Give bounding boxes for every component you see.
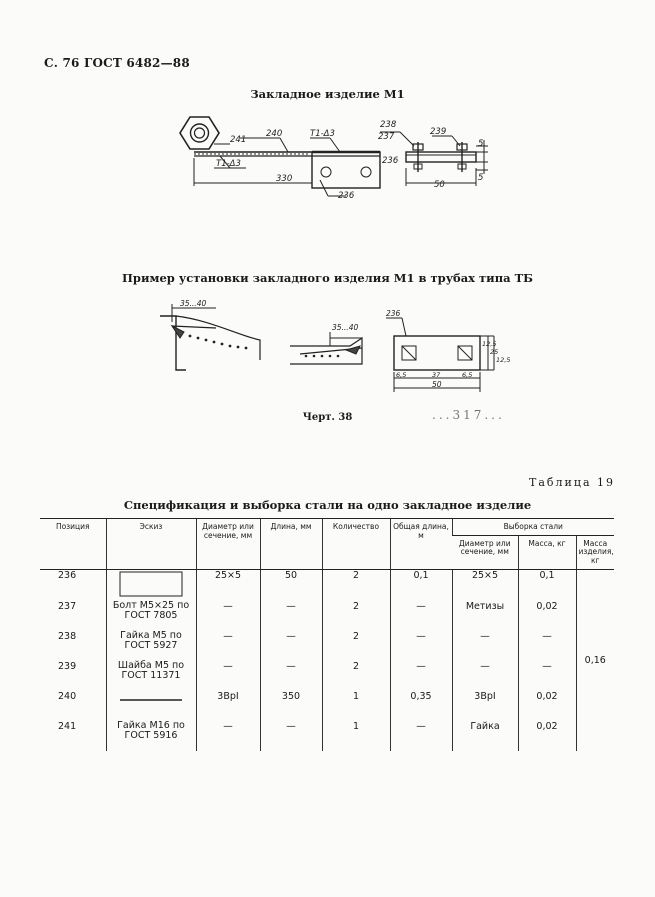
cell-sel-mass: 0,1 — [518, 569, 576, 601]
table-row — [40, 569, 614, 601]
drawing-embedded-part-m1 — [170, 108, 500, 208]
plate-sketch — [118, 570, 184, 598]
handwritten-scribble: ...317... — [432, 408, 505, 422]
cell-sel-diameter: 3ВрI — [452, 691, 518, 721]
cell-sel-mass: 0,02 — [518, 601, 576, 631]
cell-quantity: 1 — [322, 721, 390, 751]
cell-quantity: 2 — [322, 631, 390, 661]
label-240: 240 — [266, 129, 283, 139]
cell-position: 238 — [58, 630, 77, 642]
label-238: 238 — [380, 120, 397, 130]
cell-length: — — [260, 601, 322, 631]
label-12-5-side: 12,5 — [496, 356, 510, 364]
header-quantity: Количество — [322, 519, 390, 570]
label-5-bottom: 5 — [478, 173, 484, 183]
label-t1-bottom: Т1-Δ3 — [216, 159, 241, 169]
label-236: 236 — [338, 191, 355, 201]
header-sel-mass: Масса, кг — [518, 535, 576, 569]
label-35-40-mid: 35...40 — [332, 323, 359, 332]
cell-sel-diameter: — — [452, 661, 518, 691]
cell-sel-mass: — — [518, 661, 576, 691]
table-row — [40, 691, 614, 721]
table-number: Таблица 19 — [529, 476, 615, 489]
label-237: 237 — [378, 132, 395, 142]
cell-total-length: 0,1 — [390, 569, 452, 601]
cell-total-length: — — [390, 631, 452, 661]
label-t1-top: Т1-Δ3 — [310, 129, 335, 139]
cell-diameter: — — [196, 661, 260, 691]
label-6-5-left: 6,5 — [396, 371, 407, 379]
cell-total-length: — — [390, 661, 452, 691]
table-row — [40, 631, 614, 661]
table-row — [40, 601, 614, 631]
page-header: С. 76 ГОСТ 6482—88 — [44, 56, 190, 70]
cell-sel-diameter: — — [452, 631, 518, 661]
cell-diameter: 3ВрI — [196, 691, 260, 721]
cell-length: — — [260, 721, 322, 751]
header-total-length: Общая длина, м — [390, 519, 452, 570]
label-241: 241 — [230, 135, 247, 145]
cell-sketch: Шайба М5 по ГОСТ 11371 — [106, 661, 196, 691]
header-sketch: Эскиз — [106, 519, 196, 570]
header-length: Длина, мм — [260, 519, 322, 570]
cell-sel-mass: 0,02 — [518, 721, 576, 751]
cell-position: 237 — [58, 600, 77, 612]
cell-diameter: — — [196, 631, 260, 661]
label-5-top: 5 — [478, 139, 484, 149]
header-diameter: Диаметр или сечение, мм — [196, 519, 260, 570]
cell-diameter: — — [196, 601, 260, 631]
specification-table — [40, 518, 614, 751]
cell-position: 236 — [58, 569, 77, 581]
table-title: Спецификация и выборка стали на одно закладное изделие — [123, 498, 532, 512]
label-35-40-left: 35...40 — [180, 299, 207, 308]
label-330: 330 — [276, 174, 293, 184]
label-6-5-right: 6,5 — [462, 371, 473, 379]
cell-item-mass: 0,16 — [576, 569, 614, 751]
label-37: 37 — [432, 371, 441, 379]
label-12-5-top: 12,5 — [482, 340, 497, 348]
cell-sel-diameter: Метизы — [452, 601, 518, 631]
cell-sel-mass: — — [518, 631, 576, 661]
cell-position: 240 — [58, 690, 77, 702]
header-sel-diameter: Диаметр или сечение, мм — [452, 535, 518, 569]
label-236-detail: 236 — [386, 309, 401, 318]
label-239: 239 — [430, 127, 447, 137]
cell-quantity: 2 — [322, 569, 390, 601]
cell-length: 350 — [260, 691, 322, 721]
cell-sketch — [106, 569, 196, 601]
header-steel-group: Выборка стали — [452, 519, 614, 536]
hex-nut-shape — [180, 117, 219, 149]
drawing1-title: Закладное изделие М1 — [250, 87, 405, 101]
cell-length: — — [260, 661, 322, 691]
cell-length: 50 — [260, 569, 322, 601]
label-25: 25 — [490, 348, 499, 356]
table-row — [40, 661, 614, 691]
cell-sketch — [106, 691, 196, 721]
cell-sketch: Гайка М16 по ГОСТ 5916 — [106, 721, 196, 751]
cell-diameter: — — [196, 721, 260, 751]
figure-caption: Черт. 38 — [302, 412, 353, 423]
label-50-detail: 50 — [432, 380, 442, 389]
cell-position: 241 — [58, 720, 77, 732]
label-50: 50 — [434, 180, 445, 190]
drawing2-title: Пример установки закладного изделия М1 в трубах типа ТБ — [122, 271, 533, 285]
cell-sketch: Гайка М5 по ГОСТ 5927 — [106, 631, 196, 661]
cell-quantity: 2 — [322, 661, 390, 691]
cell-total-length: — — [390, 601, 452, 631]
cell-sel-diameter: 25×5 — [452, 569, 518, 601]
cell-sel-diameter: Гайка — [452, 721, 518, 751]
label-236-side: 236 — [382, 156, 399, 166]
wire-sketch — [118, 691, 184, 709]
cell-diameter: 25×5 — [196, 569, 260, 601]
table-row — [40, 721, 614, 751]
drawing-installation-example — [150, 296, 510, 396]
cell-position: 239 — [58, 660, 77, 672]
header-item-mass: Масса изделия, кг — [576, 535, 614, 569]
cell-length: — — [260, 631, 322, 661]
cell-sel-mass: 0,02 — [518, 691, 576, 721]
cell-sketch: Болт М5×25 по ГОСТ 7805 — [106, 601, 196, 631]
cell-total-length: — — [390, 721, 452, 751]
cell-total-length: 0,35 — [390, 691, 452, 721]
cell-quantity: 2 — [322, 601, 390, 631]
cell-quantity: 1 — [322, 691, 390, 721]
header-position: Позиция — [40, 519, 106, 570]
